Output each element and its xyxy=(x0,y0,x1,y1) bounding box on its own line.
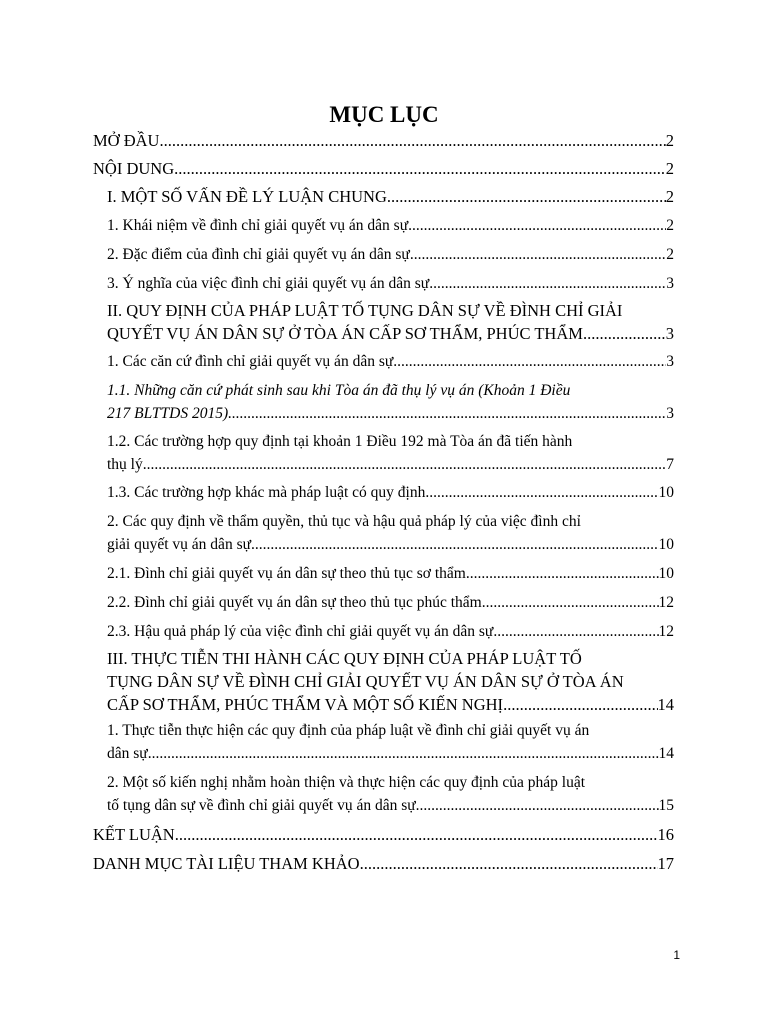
toc-entry-text: 2.2. Đình chỉ giải quyết vụ án dân sự theo thủ tục phúc thẩm xyxy=(107,594,482,611)
toc-entry-text: NỘI DUNG xyxy=(93,159,175,178)
toc-entry-line xyxy=(107,510,674,533)
toc-entry-last-line xyxy=(107,402,674,425)
toc-entry[interactable] xyxy=(107,719,674,765)
dot-leader xyxy=(360,852,658,875)
toc-title: MỤC LỤC xyxy=(329,102,439,127)
dot-leader xyxy=(493,620,658,643)
toc-entry-last-line xyxy=(107,481,674,504)
toc-entry-last-line xyxy=(93,823,674,846)
toc-entry-last-line xyxy=(107,794,674,817)
dot-leader xyxy=(583,322,666,345)
toc-entry[interactable] xyxy=(107,272,674,295)
toc-entry-line xyxy=(107,430,674,453)
toc-page-number: 2 xyxy=(666,217,674,234)
toc-entry-last-line xyxy=(107,350,674,373)
toc-entry-text: II. QUY ĐỊNH CỦA PHÁP LUẬT TỐ TỤNG DÂN SỰ VỀ ĐÌNH CHỈ GIẢI xyxy=(107,301,623,320)
toc-page-number: 14 xyxy=(658,745,674,762)
toc-entry-last-line xyxy=(107,533,674,556)
toc-entry-line xyxy=(107,379,674,402)
toc-entry-last-line xyxy=(107,322,674,345)
toc-entry[interactable] xyxy=(107,350,674,373)
page-number: 1 xyxy=(673,948,680,962)
dot-leader xyxy=(174,157,666,180)
toc-entry[interactable] xyxy=(107,620,674,643)
toc-entry[interactable] xyxy=(107,299,674,345)
toc-entry-text: 1. Các căn cứ đình chỉ giải quyết vụ án dân sự xyxy=(107,353,394,370)
toc-entry[interactable] xyxy=(93,823,674,846)
toc-entry[interactable] xyxy=(107,379,674,425)
dot-leader xyxy=(408,214,666,237)
toc-page-number: 2 xyxy=(665,131,674,150)
toc-page-number: 3 xyxy=(665,324,674,343)
toc-page-number: 2 xyxy=(665,187,674,206)
toc-entry-line xyxy=(107,771,674,794)
toc-page-number: 7 xyxy=(666,456,674,473)
toc-page-number: 10 xyxy=(658,484,674,501)
toc-page-number: 3 xyxy=(666,353,674,370)
toc-page-number: 10 xyxy=(658,565,674,582)
toc-entry-text: TỤNG DÂN SỰ VỀ ĐÌNH CHỈ GIẢI QUYẾT VỤ ÁN DÂN SỰ Ở TÒA ÁN xyxy=(107,672,624,691)
dot-leader xyxy=(228,402,666,425)
toc-page-number: 3 xyxy=(666,405,674,422)
toc-entry-text: 2. Một số kiến nghị nhằm hoàn thiện và thực hiện các quy định của pháp luật xyxy=(107,774,586,791)
toc-entry-text: 2.3. Hậu quả pháp lý của việc đình chỉ giải quyết vụ án dân sự xyxy=(107,623,494,640)
toc-entry-last-line xyxy=(93,852,674,875)
toc-entry-text: 1. Khái niệm về đình chỉ giải quyết vụ án dân sự xyxy=(107,217,409,234)
toc-page-number: 17 xyxy=(657,854,674,873)
toc-entry-text: 1.1. Những căn cứ phát sinh sau khi Tòa án đã thụ lý vụ án (Khoản 1 Điều xyxy=(107,382,571,399)
toc-entry-last-line xyxy=(107,591,674,614)
toc-entry[interactable] xyxy=(107,430,674,476)
toc-entry[interactable] xyxy=(107,185,674,208)
toc-entry-text: 2.1. Đình chỉ giải quyết vụ án dân sự theo thủ tục sơ thẩm xyxy=(107,565,466,582)
dot-leader xyxy=(416,794,659,817)
toc-entry-last-line xyxy=(93,129,674,152)
toc-entry[interactable] xyxy=(107,214,674,237)
toc-entry-last-line xyxy=(93,157,674,180)
dot-leader xyxy=(143,453,667,476)
toc-entry-text: dân sự xyxy=(107,745,148,762)
toc-entry-text: DANH MỤC TÀI LIỆU THAM KHẢO xyxy=(93,854,360,873)
dot-leader xyxy=(393,350,666,373)
dot-leader xyxy=(159,129,665,152)
toc-entry-last-line xyxy=(107,562,674,585)
toc-entry-text: 217 BLTTDS 2015) xyxy=(107,405,229,422)
toc-entry-text: tố tụng dân sự về đình chỉ giải quyết vụ án dân sự xyxy=(107,797,416,814)
dot-leader xyxy=(482,591,659,614)
toc-entry-text: III. THỰC TIỄN THI HÀNH CÁC QUY ĐỊNH CỦA PHÁP LUẬT TỐ xyxy=(107,649,582,668)
toc-entry[interactable] xyxy=(93,157,674,180)
toc-entry-line xyxy=(107,299,674,322)
toc-page-number: 2 xyxy=(665,159,674,178)
toc-entry-text: thụ lý xyxy=(107,456,143,473)
toc-entry-line xyxy=(107,670,674,693)
toc-entry[interactable] xyxy=(107,647,674,716)
toc-entry-text: QUYẾT VỤ ÁN DÂN SỰ Ở TÒA ÁN CẤP SƠ THẨM, PHÚC THẨM xyxy=(107,324,583,343)
dot-leader xyxy=(251,533,659,556)
toc-entry-last-line xyxy=(107,453,674,476)
toc-entry[interactable] xyxy=(93,129,674,152)
toc-page-number: 10 xyxy=(658,536,674,553)
toc-entry-text: 1.2. Các trường hợp quy định tại khoản 1 Điều 192 mà Tòa án đã tiến hành xyxy=(107,433,573,450)
toc-entry[interactable] xyxy=(107,562,674,585)
toc-entry[interactable] xyxy=(107,591,674,614)
toc-entry-last-line xyxy=(107,214,674,237)
toc-entry[interactable] xyxy=(107,481,674,504)
toc-page-number: 14 xyxy=(657,695,674,714)
toc-page-number: 15 xyxy=(658,797,674,814)
toc-entry-text: 3. Ý nghĩa của việc đình chỉ giải quyết vụ án dân sự xyxy=(107,275,430,292)
dot-leader xyxy=(148,742,659,765)
toc-entry-last-line xyxy=(107,243,674,266)
toc-entry-last-line xyxy=(107,693,674,716)
dot-leader xyxy=(425,481,658,504)
toc-entry-text: 1. Thực tiễn thực hiện các quy định của pháp luật về đình chỉ giải quyết vụ án xyxy=(107,722,590,739)
dot-leader xyxy=(503,693,657,716)
dot-leader xyxy=(466,562,659,585)
toc-page-number: 3 xyxy=(666,275,674,292)
toc-entry-text: 2. Đặc điểm của đình chỉ giải quyết vụ án dân sự xyxy=(107,246,410,263)
toc-entry-text: giải quyết vụ án dân sự xyxy=(107,536,251,553)
toc-entry-last-line xyxy=(107,185,674,208)
toc-entry[interactable] xyxy=(93,852,674,875)
toc-page-number: 12 xyxy=(658,594,674,611)
dot-leader xyxy=(175,823,658,846)
toc-entry-last-line xyxy=(107,272,674,295)
toc-entry-line xyxy=(107,719,674,742)
toc-entry-text: 1.3. Các trường hợp khác mà pháp luật có quy định xyxy=(107,484,426,501)
toc-entry-text: MỞ ĐẦU xyxy=(93,131,160,150)
toc-entry-text: I. MỘT SỐ VẤN ĐỀ LÝ LUẬN CHUNG xyxy=(107,187,387,206)
toc-entry-last-line xyxy=(107,620,674,643)
toc-entry-text: CẤP SƠ THẨM, PHÚC THẨM VÀ MỘT SỐ KIẾN NGHỊ xyxy=(107,695,504,714)
toc-page-number: 2 xyxy=(666,246,674,263)
dot-leader xyxy=(429,272,666,295)
toc-entry-text: 2. Các quy định về thẩm quyền, thủ tục và hậu quả pháp lý của việc đình chỉ xyxy=(107,513,581,530)
dot-leader xyxy=(410,243,666,266)
dot-leader xyxy=(387,185,666,208)
toc-page-number: 12 xyxy=(658,623,674,640)
toc-entry[interactable] xyxy=(107,243,674,266)
toc-entry-last-line xyxy=(107,742,674,765)
toc-page-number: 16 xyxy=(657,825,674,844)
toc-entry[interactable] xyxy=(107,771,674,817)
toc-entry[interactable] xyxy=(107,510,674,556)
toc-entry-text: KẾT LUẬN xyxy=(93,825,175,844)
toc-entry-line xyxy=(107,647,674,670)
